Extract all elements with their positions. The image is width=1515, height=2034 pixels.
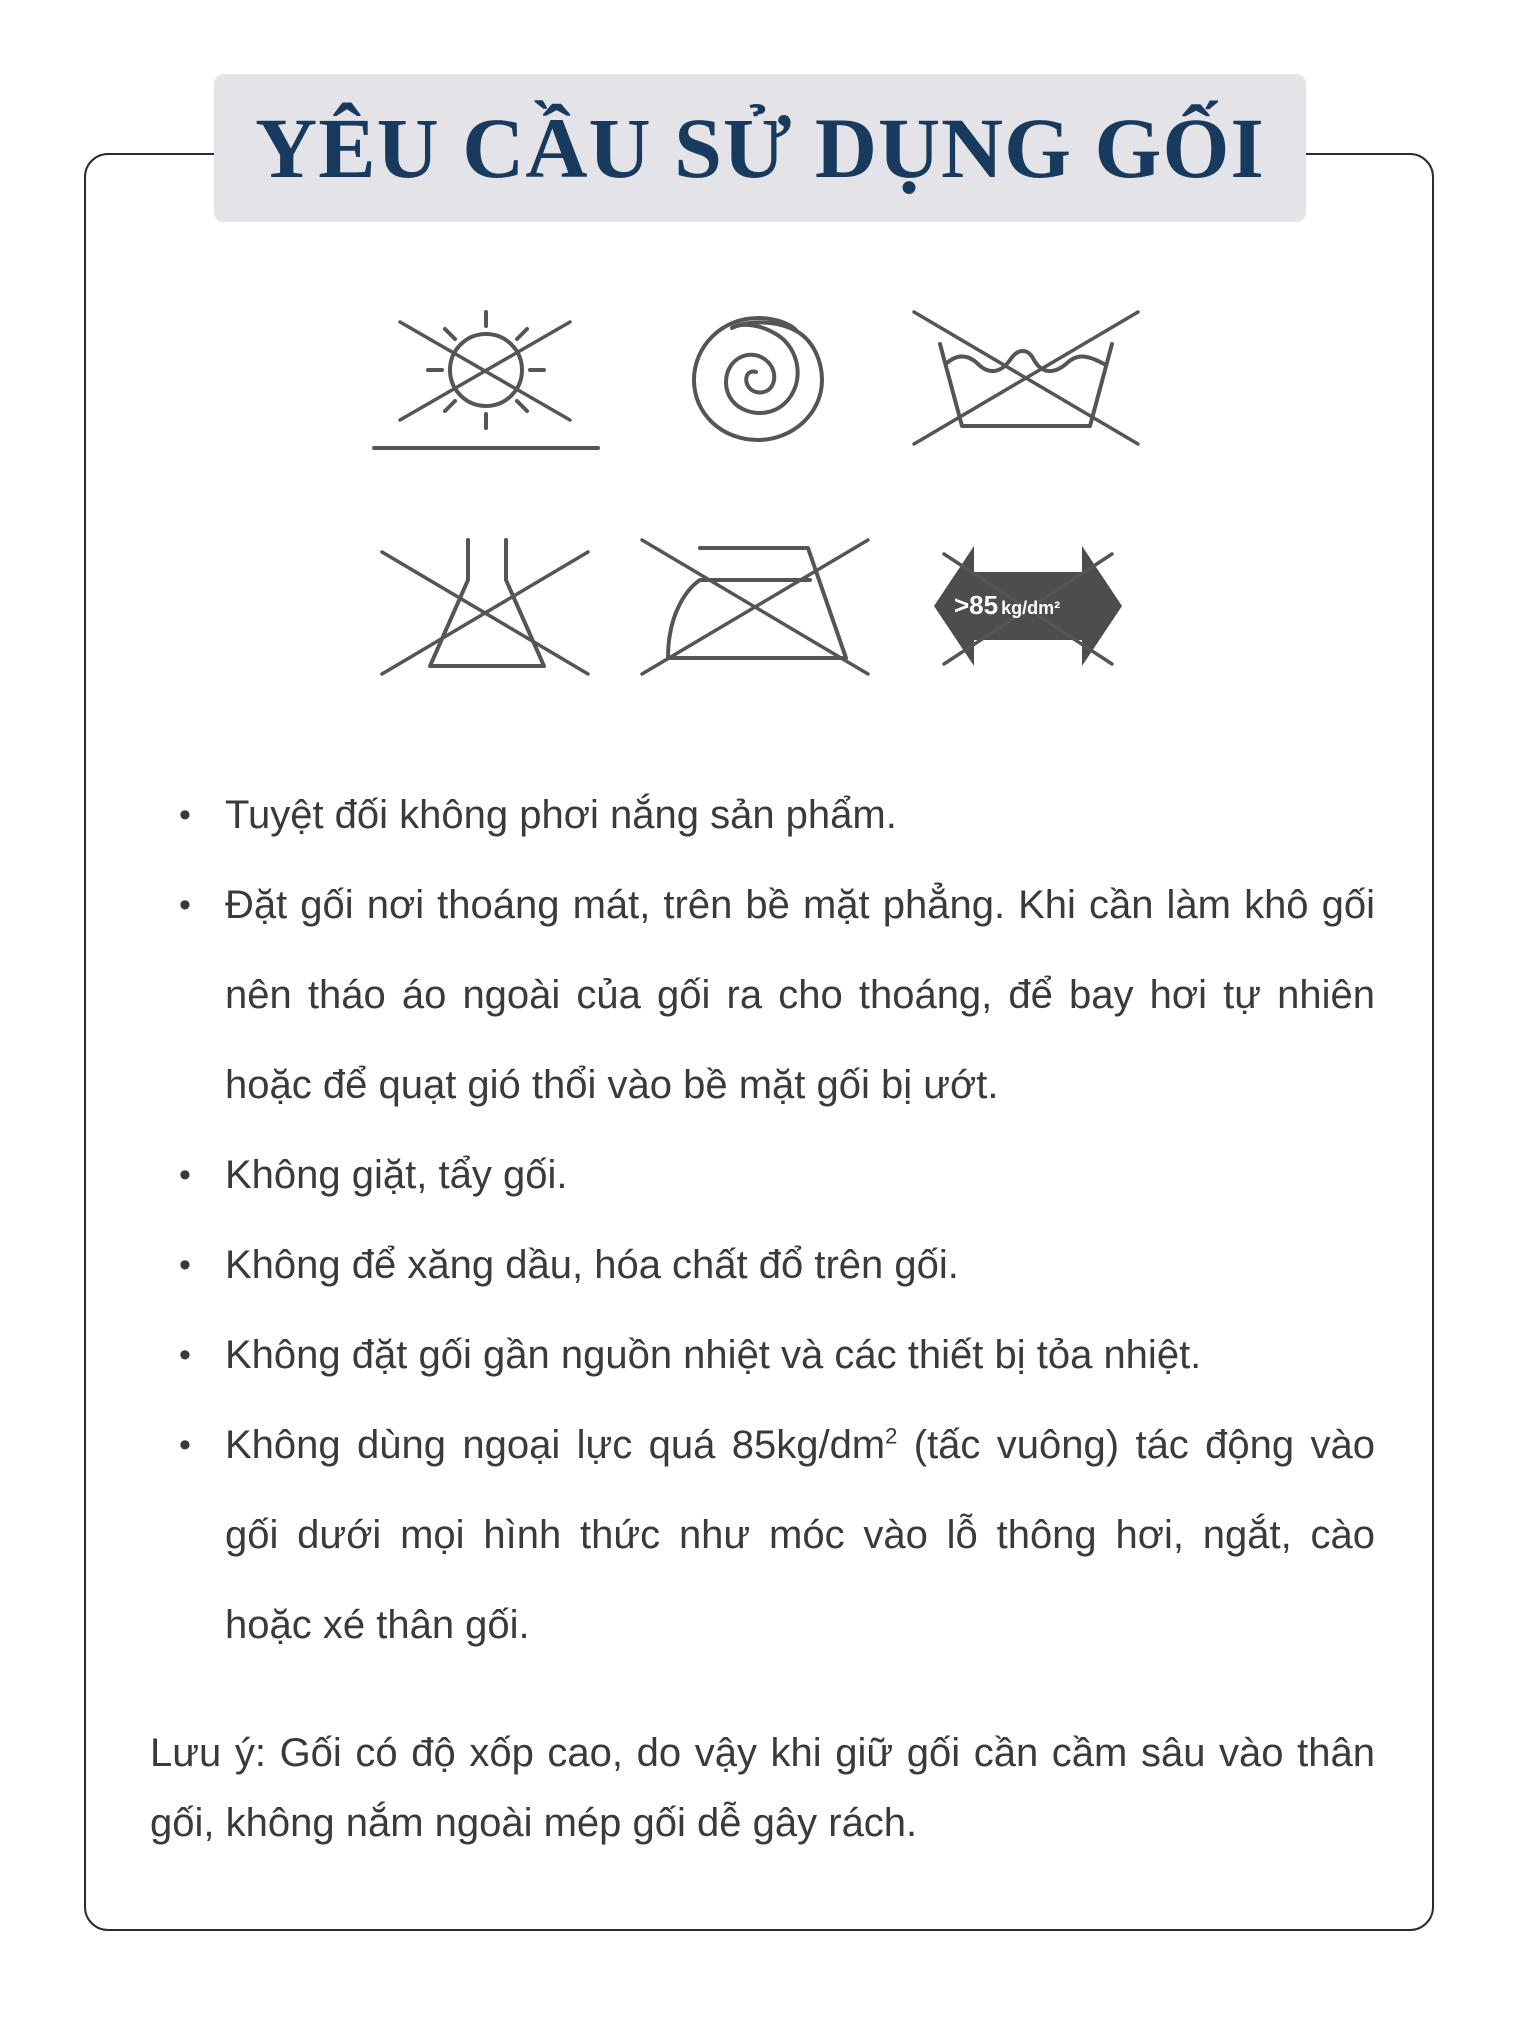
care-note: Lưu ý: Gối có độ xốp cao, do vậy khi giữ gối cần cầm sâu vào thân gối, không nắm ngoài mép gối dễ gây rách. xyxy=(150,1731,1375,1845)
pillow-swirl-icon xyxy=(686,308,828,450)
list-item: • Không giặt, tẩy gối. xyxy=(175,1130,1375,1220)
list-item: • Đặt gối nơi thoáng mát, trên bề mặt phẳng. Khi cần làm khô gối nên tháo áo ngoài của gối ra cho thoáng, để bay hơi tự nhiên hoặc để quạt gió thổi vào bề mặt gối bị ướt. xyxy=(175,860,1375,1130)
list-item: • Tuyệt đối không phơi nắng sản phẩm. xyxy=(175,770,1375,860)
no-chemicals-icon xyxy=(378,536,592,678)
no-ironing-icon xyxy=(638,536,872,678)
no-washing-icon xyxy=(910,308,1142,448)
list-item: • Không đặt gối gần nguồn nhiệt và các thiết bị tỏa nhiệt. xyxy=(175,1310,1375,1400)
page-title: YÊU CẦU SỬ DỤNG GỐI xyxy=(255,100,1265,196)
title-banner xyxy=(214,74,1306,222)
usage-rules-list xyxy=(175,770,1375,1670)
no-sun-drying-icon xyxy=(370,308,602,452)
list-item: • Không để xăng dầu, hóa chất đổ trên gối. xyxy=(175,1220,1375,1310)
max-pressure-label: >85 kg/dm² xyxy=(954,590,1061,620)
list-item: • Không dùng ngoại lực quá $85kg/dm^2$ (tấc vuông) tác động vào gối dưới mọi hình thức như móc vào lỗ thông hơi, ngắt, cào hoặc xé thân gối. xyxy=(175,1400,1375,1670)
